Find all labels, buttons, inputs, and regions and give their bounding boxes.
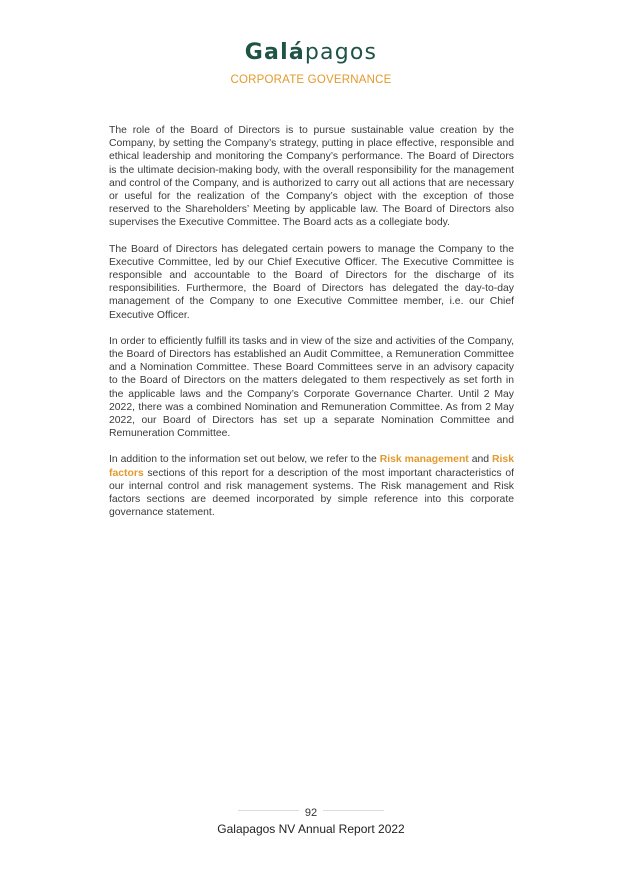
text-segment: In addition to the information set out below, we refer to the <box>109 454 380 466</box>
logo-text-bold: Galá <box>244 40 305 65</box>
section-title: CORPORATE GOVERNANCE <box>230 74 392 86</box>
text-segment: and <box>468 454 493 466</box>
paragraph-board-role: The role of the Board of Directors is to pursue sustainable value creation by the Company, by setting the Company’s strategy, putting in place effective, responsible and ethical leadership and monitoring the Company’s performance. The Board of Directors is the ultimate decision-making body, with the overall responsibility for the management and control of the Company, and is authorized to carry out all actions that are necessary or useful for the realization of the Company’s object with the exception of those reserved to the Shareholders’ Meeting by applicable law. The Board of Directors also supervises the Executive Committee. The Board acts as a collegiate body. <box>109 125 514 229</box>
body-text <box>109 124 514 532</box>
logo-text-light: pagos <box>304 40 378 65</box>
paragraph-board-committees: In order to efficiently fulfill its tasks and in view of the size and activities of the Company, the Board of Directors has established an Audit Committee, a Remuneration Committee and a Nomination Committee. These Board Committees serve in an advisory capacity to the Board of Directors on the matters delegated to them respectively as set forth in the applicable laws and the Company’s Corporate Governance Charter. Until 2 May 2022, there was a combined Nomination and Remuneration Committee. As from 2 May 2022, our Board of Directors has set up a separate Nomination Committee and Remuneration Committee. <box>109 335 514 440</box>
page-footer <box>0 803 622 821</box>
paragraph-executive-committee: The Board of Directors has delegated certain powers to manage the Company to the Executive Committee, led by our Chief Executive Officer. The Executive Committee is responsible and accountable to the Board of Directors for the discharge of its responsibilities. Furthermore, the Board of Directors has delegated the day-to-day management of the Company to one Executive Committee member, i.e. our Chief Executive Officer. <box>109 243 514 321</box>
risk-management-link[interactable]: Risk management <box>379 454 469 466</box>
paragraph-risk-reference <box>109 453 514 519</box>
logo-wordmark <box>245 40 377 65</box>
risk-factors-link[interactable]: Risk factors <box>109 454 514 479</box>
page-number: 92 <box>299 807 323 819</box>
text-segment: sections of this report for a description of the most important characteristics of our internal control and risk management systems. The Risk management and Risk factors sections are deemed incorporated by simple reference into this corporate governance statement. <box>109 467 514 519</box>
report-title: Galapagos NV Annual Report 2022 <box>217 822 405 836</box>
company-logo <box>0 40 622 65</box>
